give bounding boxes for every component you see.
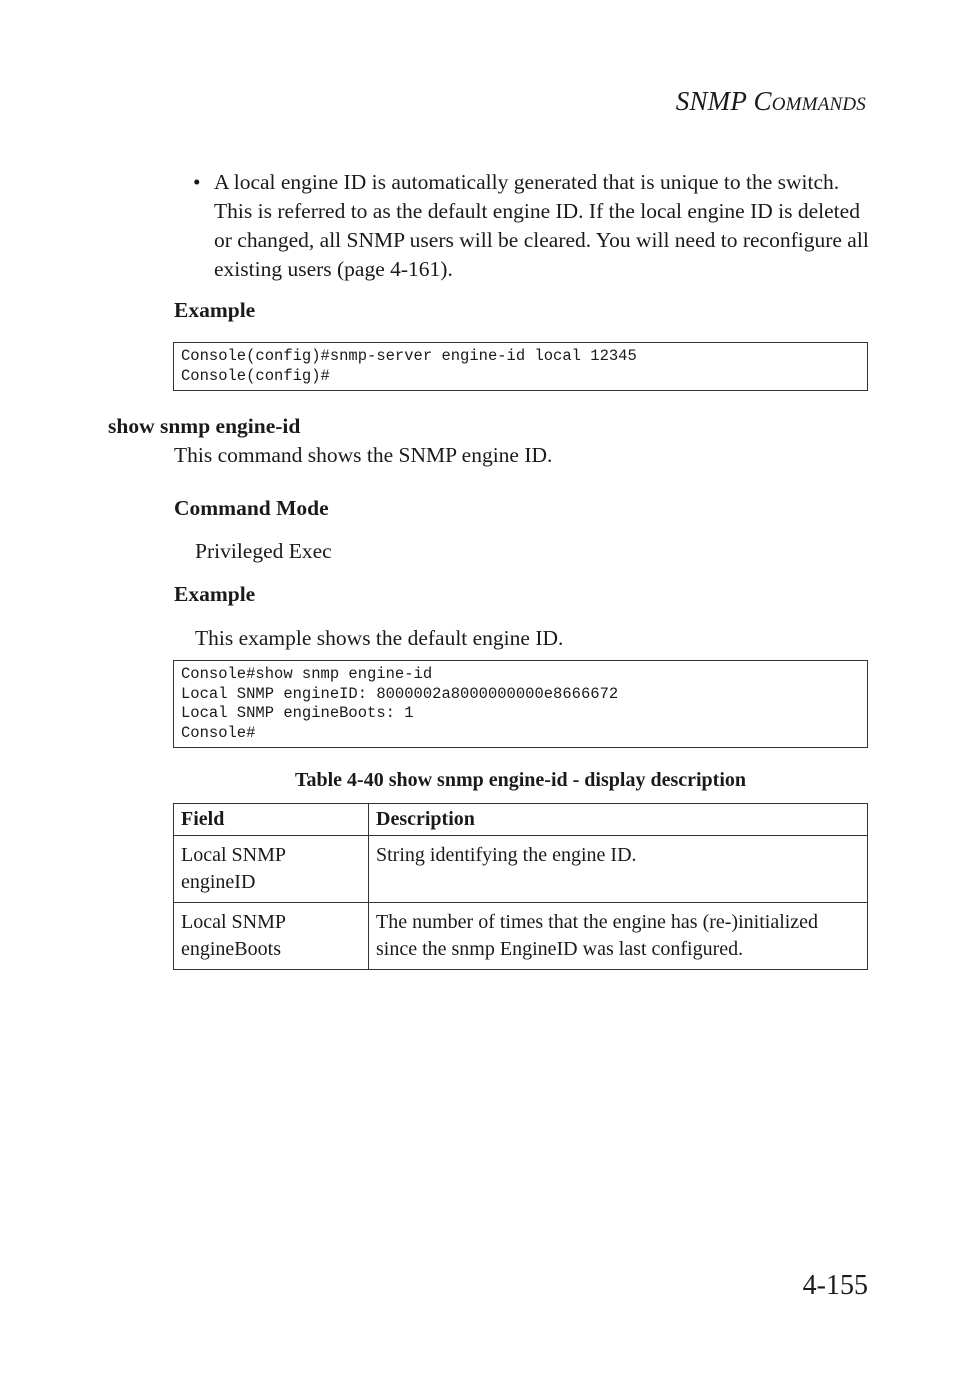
table-header-row	[174, 804, 868, 836]
bullet-item	[193, 168, 873, 284]
table-cell-field: Local SNMP engineBoots	[174, 903, 369, 970]
table-cell-description: The number of times that the engine has (re-)initialized since the snmp EngineID was last configured.	[369, 903, 868, 970]
example-heading-2: Example	[174, 582, 256, 606]
table-caption: Table 4-40 show snmp engine-id - display description	[294, 769, 746, 791]
table-row	[174, 903, 868, 970]
header-title-smallcaps: OMMANDS	[771, 94, 866, 115]
command-description: This command shows the SNMP engine ID.	[174, 443, 553, 467]
code-block-1: Console(config)#snmp-server engine-id local 12345 Console(config)#	[173, 342, 868, 391]
header-title-main: SNMP C	[675, 86, 772, 116]
bullet-marker: •	[193, 170, 201, 194]
code-block-2: Console#show snmp engine-id Local SNMP engineID: 8000002a8000000000e8666672 Local SNMP engineBoots: 1 Console#	[173, 660, 868, 748]
table-cell-field: Local SNMP engineID	[174, 836, 369, 903]
command-mode-heading: Command Mode	[174, 496, 329, 520]
description-table	[173, 803, 868, 970]
table-header-description: Description	[369, 804, 868, 836]
example-intro: This example shows the default engine ID.	[195, 626, 564, 650]
running-header	[676, 86, 866, 117]
table-cell-description: String identifying the engine ID.	[369, 836, 868, 903]
page-number: 4-155	[802, 1270, 868, 1301]
command-title: show snmp engine-id	[108, 414, 301, 438]
example-heading-1: Example	[174, 298, 256, 322]
table-header-field: Field	[174, 804, 369, 836]
table-row	[174, 836, 868, 903]
bullet-text: A local engine ID is automatically generated that is unique to the switch. This is referred to as the default engine ID. If the local engine ID is deleted or changed, all SNMP users will be cleared. You will need to reconfigure all existing users (page 4-161).	[214, 170, 869, 281]
command-mode-value: Privileged Exec	[195, 539, 332, 563]
